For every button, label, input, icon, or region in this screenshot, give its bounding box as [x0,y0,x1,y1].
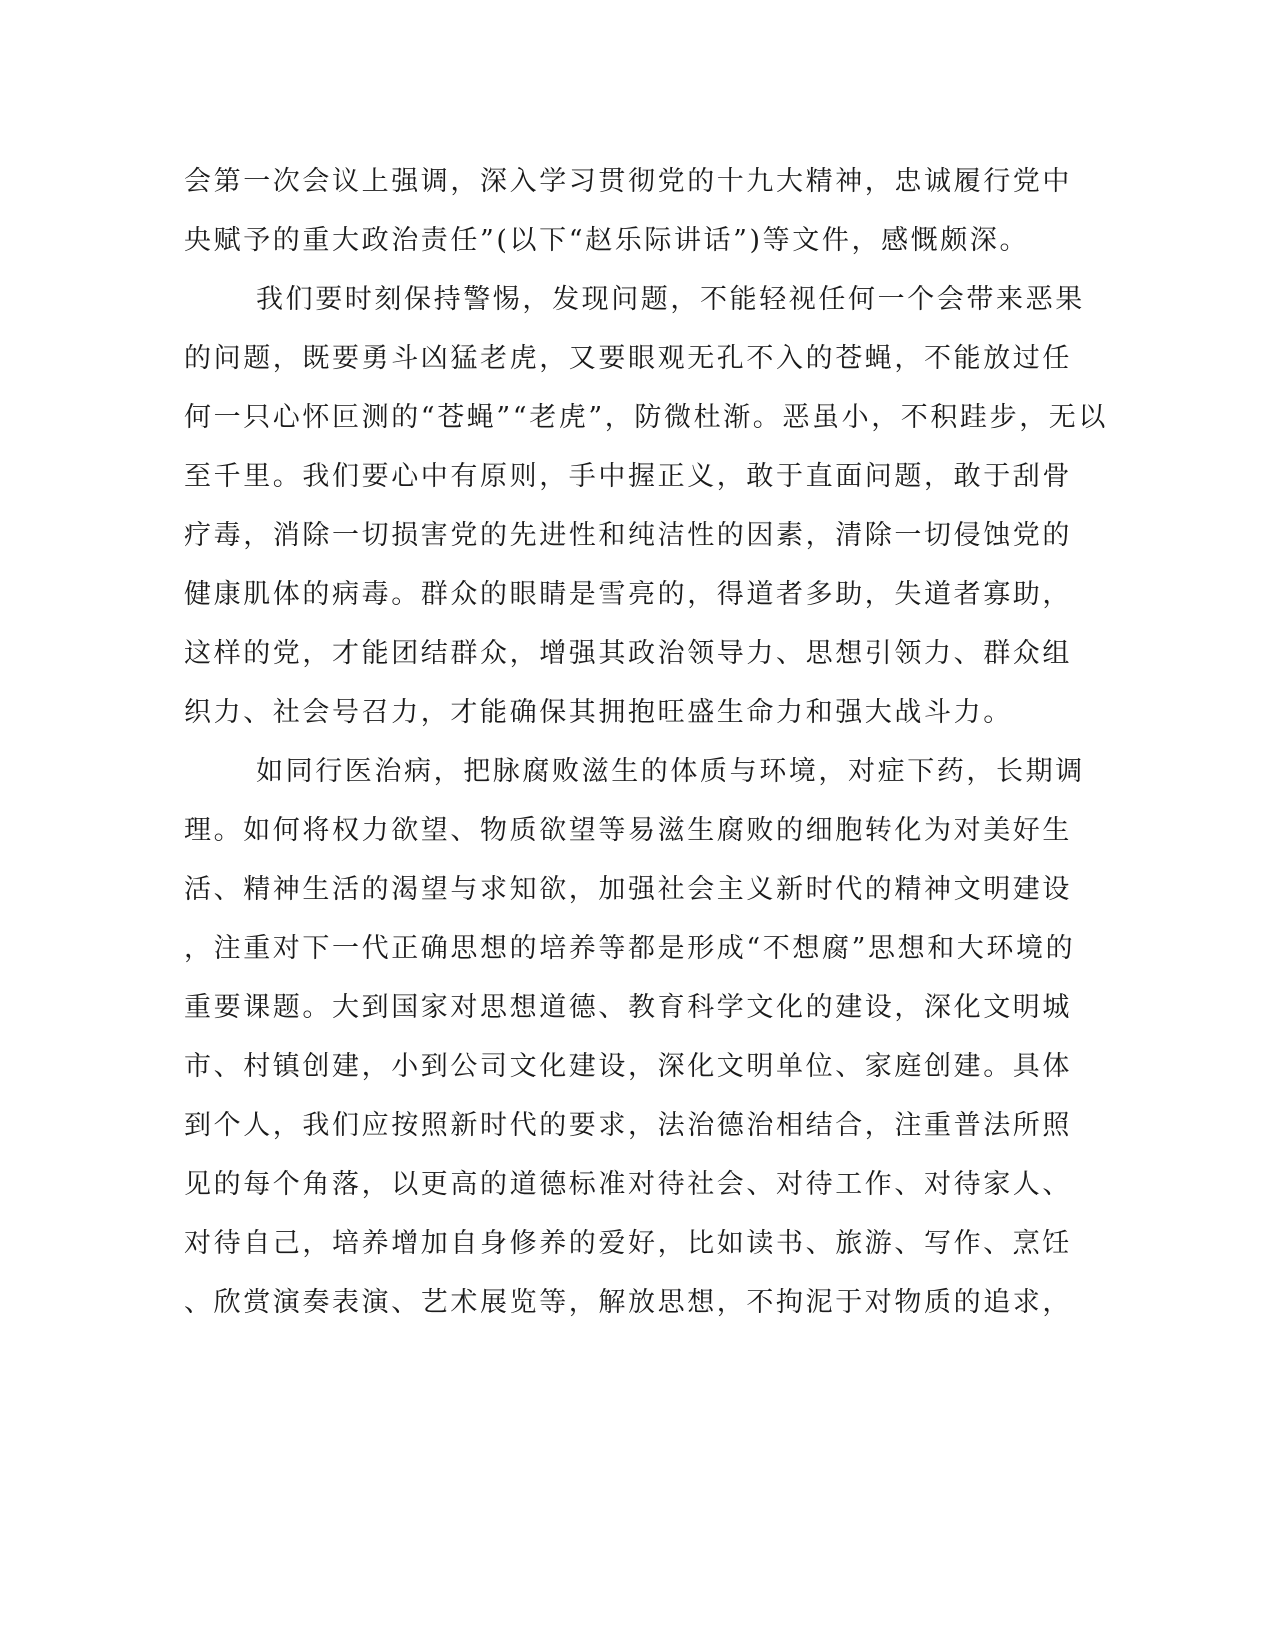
text-line: 市、村镇创建，小到公司文化建设，深化文明单位、家庭创建。具体 [184,1051,1072,1082]
text-line: 活、精神生活的渴望与求知欲，加强社会主义新时代的精神文明建设 [184,874,1072,905]
text-line: 重要课题。大到国家对思想道德、教育科学文化的建设，深化文明城 [184,992,1072,1023]
text-line: 健康肌体的病毒。群众的眼睛是雪亮的，得道者多助，失道者寡助， [184,579,1072,610]
text-line: 疗毒，消除一切损害党的先进性和纯洁性的因素，清除一切侵蚀党的 [184,520,1072,551]
text-line: 央赋予的重大政治责任”(以下“赵乐际讲话”)等文件，感慨颇深。 [184,225,1030,256]
paragraph-first-line: 我们要时刻保持警惕，发现问题，不能轻视任何一个会带来恶果 [256,284,1085,315]
text-line: 会第一次会议上强调，深入学习贯彻党的十九大精神，忠诚履行党中 [184,166,1072,197]
text-line: 到个人，我们应按照新时代的要求，法治德治相结合，注重普法所照 [184,1110,1072,1141]
text-line: 对待自己，培养增加自身修养的爱好，比如读书、旅游、写作、烹饪 [184,1228,1072,1259]
text-line: 何一只心怀叵测的“苍蝇”“老虎”，防微杜渐。恶虽小，不积跬步，无以 [184,402,1109,433]
text-line: 织力、社会号召力，才能确保其拥抱旺盛生命力和强大战斗力。 [184,697,1013,728]
paragraph-first-line: 如同行医治病，把脉腐败滋生的体质与环境，对症下药，长期调 [256,756,1085,787]
text-line: 这样的党，才能团结群众，增强其政治领导力、思想引领力、群众组 [184,638,1072,669]
text-line: 至千里。我们要心中有原则，手中握正义，敢于直面问题，敢于刮骨 [184,461,1072,492]
text-line: 、欣赏演奏表演、艺术展览等，解放思想，不拘泥于对物质的追求， [184,1287,1072,1318]
text-line: 理。如何将权力欲望、物质欲望等易滋生腐败的细胞转化为对美好生 [184,815,1072,846]
text-line: ，注重对下一代正确思想的培养等都是形成“不想腐”思想和大环境的 [184,933,1076,964]
text-line: 见的每个角落，以更高的道德标准对待社会、对待工作、对待家人、 [184,1169,1072,1200]
text-line: 的问题，既要勇斗凶猛老虎，又要眼观无孔不入的苍蝇，不能放过任 [184,343,1072,374]
